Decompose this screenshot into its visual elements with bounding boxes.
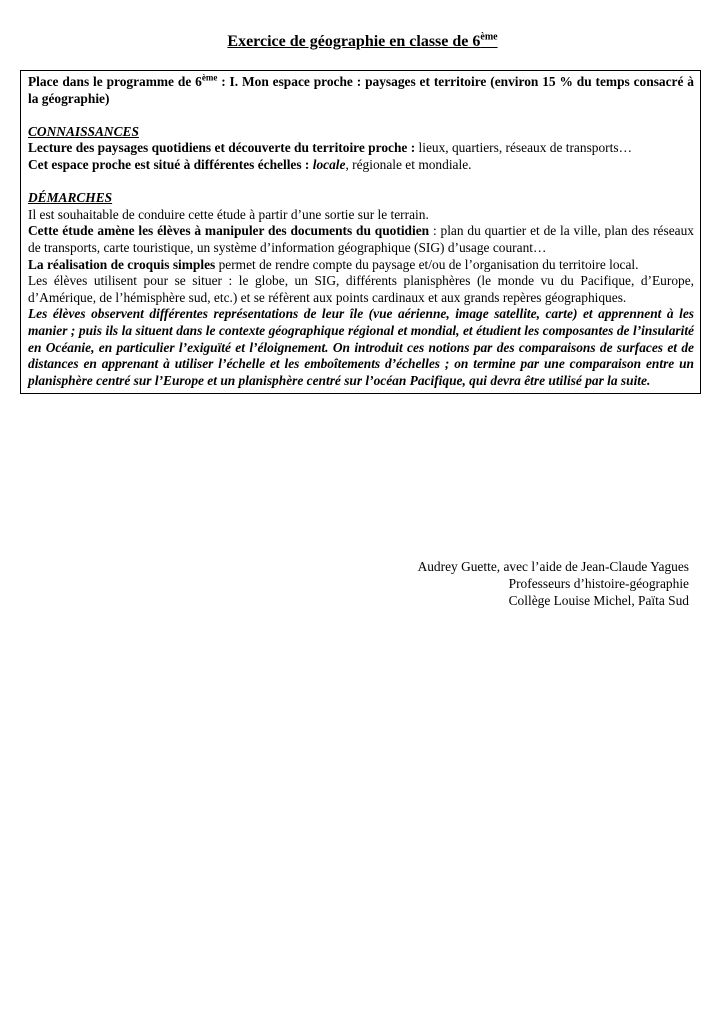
page-title-superscript: ème xyxy=(480,31,498,43)
program-placement-superscript: ème xyxy=(201,72,218,83)
program-placement-part2: : I. Mon espace proche : paysages et territoire (environ 15 % du temps consacré à la géographie) xyxy=(28,74,694,106)
page-title-text: Exercice de géographie en classe de 6 xyxy=(227,33,481,50)
demarches-paragraph-3-bold: La réalisation de croquis simples xyxy=(28,256,216,272)
author-line-3: Collège Louise Michel, Païta Sud xyxy=(508,593,689,608)
connaissances-line-2 xyxy=(28,157,694,174)
demarches-paragraph-5: Les élèves observent différentes représentations de leur île (vue aérienne, image satellite, carte) et apprennent à les manier ; puis ils la situent dans le contexte géographique régional et mondial, et étudient les composantes de l’insularité en Océanie, en particulier l’exiguïté et l’éloignement. On introduit ces notions par des comparaisons de surfaces et de distances en apprenant à utiliser l’échelle et les emboîtements d’échelles ; on termine par une comparaison entre un planisphère centré sur l’Europe et un planisphère centré sur l’océan Pacifique, qui devra être utilisé par la suite. xyxy=(28,306,694,388)
demarches-paragraph-1: Il est souhaitable de conduire cette étude à partir d’une sortie sur le terrain. xyxy=(28,206,429,222)
author-signature xyxy=(418,558,689,609)
demarches-paragraph-2-bold: Cette étude amène les élèves à manipuler des documents du quotidien xyxy=(28,223,430,239)
demarches-paragraph-3 xyxy=(28,257,694,274)
connaissances-line-1 xyxy=(28,140,694,157)
connaissances-line-2-italic: locale xyxy=(309,156,346,172)
program-box xyxy=(20,70,701,394)
demarches-heading: DÉMARCHES xyxy=(28,190,113,206)
connaissances-line-1-rest: lieux, quartiers, réseaux de transports… xyxy=(415,140,632,156)
connaissances-heading: CONNAISSANCES xyxy=(28,123,139,139)
author-line-1: Audrey Guette, avec l’aide de Jean-Claude Yagues xyxy=(417,559,689,574)
demarches-paragraph-3-rest: permet de rendre compte du paysage et/ou de l’organisation du territoire local. xyxy=(215,256,639,272)
author-line-2: Professeurs d’histoire-géographie xyxy=(508,576,689,591)
connaissances-line-1-bold: Lecture des paysages quotidiens et découverte du territoire proche : xyxy=(28,140,416,156)
connaissances-line-2-bold: Cet espace proche est situé à différentes échelles : xyxy=(28,156,310,172)
demarches-paragraph-2 xyxy=(28,223,694,256)
demarches-paragraph-4: Les élèves utilisent pour se situer : le globe, un SIG, différents planisphères (le monde vu du Pacifique, d’Europe, d’Amérique, de l’hémisphère sud, etc.) et se réfèrent aux points cardinaux et aux grands repères géographiques. xyxy=(28,273,694,305)
program-placement xyxy=(28,74,694,107)
connaissances-line-2-rest: , régionale et mondiale. xyxy=(345,156,472,172)
page-title xyxy=(0,31,725,51)
demarches-paragraph-2-rest: : plan du quartier et de la ville, plan des réseaux de transports, carte touristique, un système d’information géographique (SIG) d’usage courant… xyxy=(28,223,694,255)
program-placement-part1: Place dans le programme de 6 xyxy=(28,74,202,89)
